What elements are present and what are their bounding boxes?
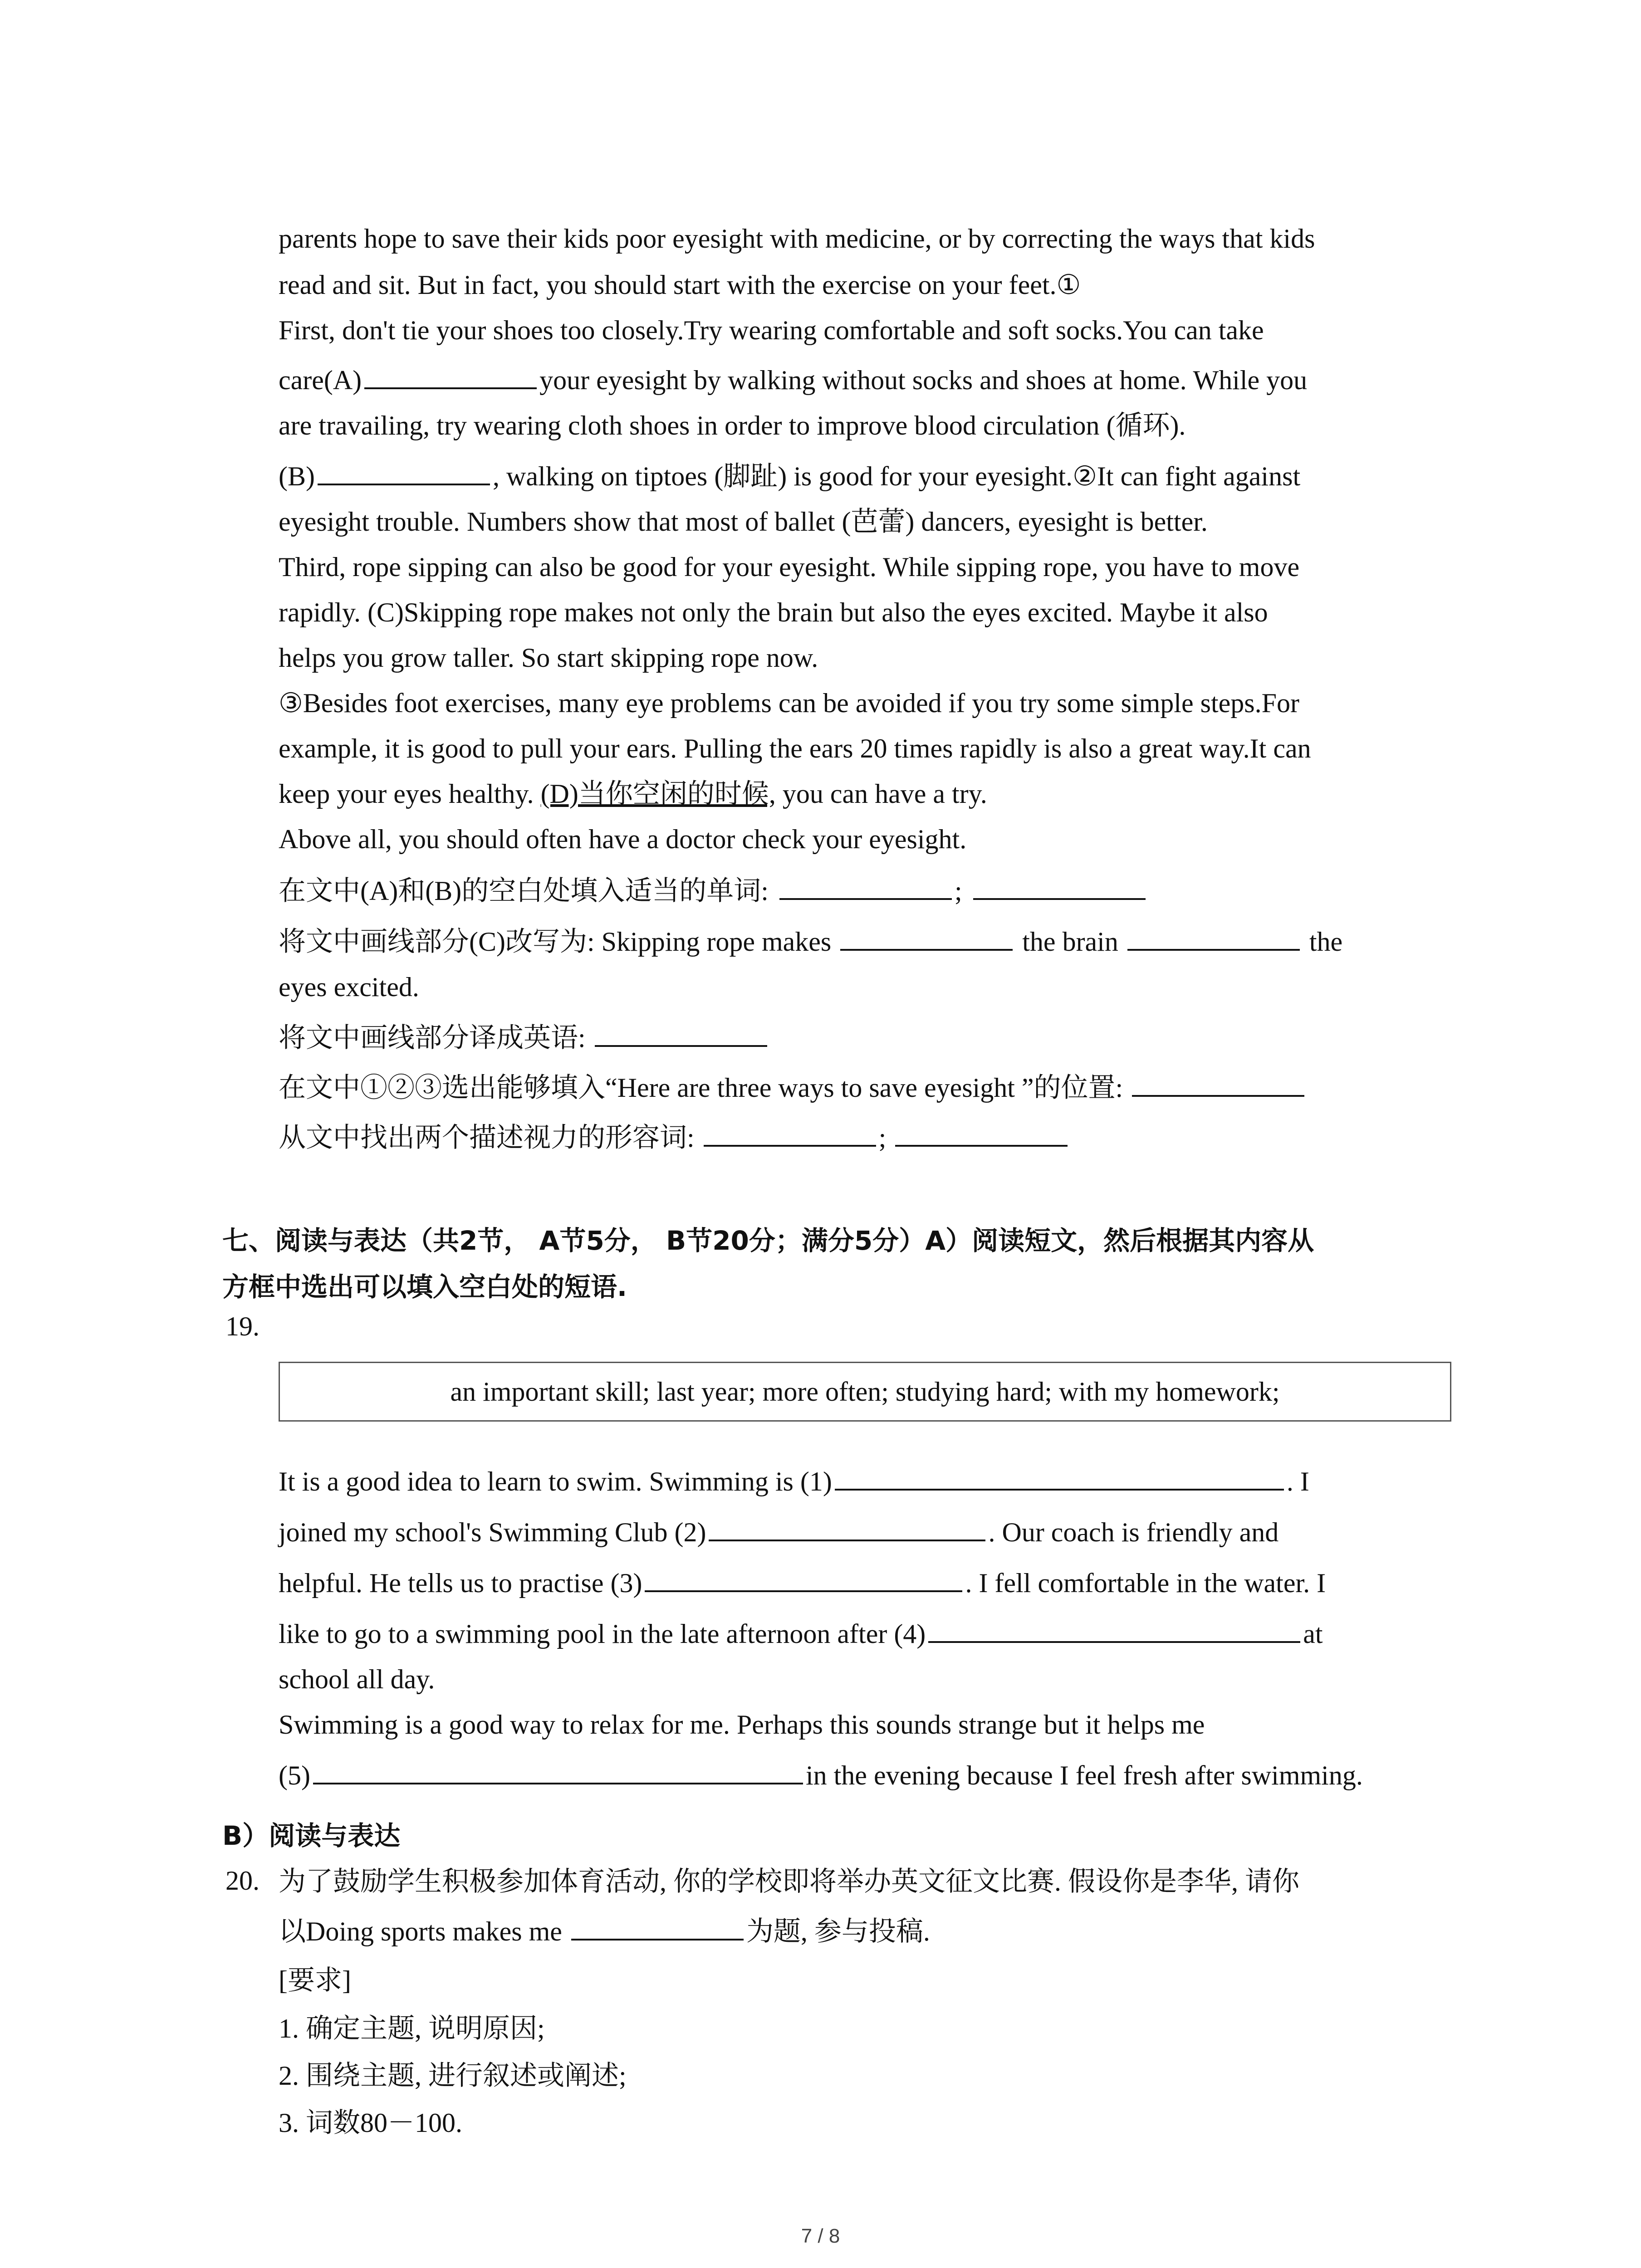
passage-line xyxy=(279,460,1300,493)
underlined-phrase-d: (D)当你空闲的时候, xyxy=(540,779,776,809)
cloze-text: It is a good idea to learn to swim. Swimming is (1) xyxy=(279,1466,832,1496)
cloze-text: . I fell comfortable in the water. I xyxy=(965,1568,1326,1598)
essay-prompt xyxy=(279,1915,930,1948)
requirement-item: 2. 围绕主题, 进行叙述或阐述; xyxy=(279,2061,627,2091)
cloze-blank-1[interactable] xyxy=(835,1467,1284,1491)
question-text: 从文中找出两个描述视力的形容词: xyxy=(279,1123,695,1153)
question-2-cont: eyes excited. xyxy=(279,972,419,1002)
answer-blank[interactable] xyxy=(973,876,1146,900)
phrase-box xyxy=(279,1362,1451,1422)
question-2 xyxy=(279,925,1342,958)
cloze-text: helpful. He tells us to practise (3) xyxy=(279,1568,642,1598)
separator: ; xyxy=(878,1123,887,1153)
blank-b[interactable] xyxy=(318,462,490,485)
essay-prompt: 为了鼓励学生积极参加体育活动, 你的学校即将举办英文征文比赛. 假设你是李华, 请你 xyxy=(279,1867,1299,1897)
requirements-label: [要求] xyxy=(279,1965,351,1995)
passage-line: read and sit. But in fact, you should start with the exercise on your feet.① xyxy=(279,270,1081,300)
answer-blank[interactable] xyxy=(840,927,1013,951)
answer-blank[interactable] xyxy=(704,1123,876,1147)
cloze-line xyxy=(279,1618,1323,1650)
question-5 xyxy=(279,1121,1070,1154)
cloze-blank-2[interactable] xyxy=(709,1518,985,1541)
cloze-text: joined my school's Swimming Club (2) xyxy=(279,1517,706,1547)
question-number: 20. xyxy=(225,1866,260,1896)
passage-line: rapidly. (C)Skipping rope makes not only the brain but also the eyes excited. Maybe it also xyxy=(279,597,1268,627)
answer-blank[interactable] xyxy=(1127,927,1300,951)
passage-line: example, it is good to pull your ears. Pulling the ears 20 times rapidly is also a great way.It can xyxy=(279,733,1311,763)
section-heading: 方框中选出可以填入空白处的短语. xyxy=(222,1271,627,1302)
cloze-line: school all day. xyxy=(279,1664,435,1694)
cloze-text: . Our coach is friendly and xyxy=(988,1517,1279,1547)
requirement-item: 3. 词数80－100. xyxy=(279,2108,462,2138)
cloze-text: at xyxy=(1303,1619,1323,1649)
passage-line: parents hope to save their kids poor eyesight with medicine, or by correcting the ways that kids xyxy=(279,224,1315,254)
cloze-line xyxy=(279,1567,1326,1599)
passage-text: keep your eyes healthy. xyxy=(279,779,534,809)
cloze-text: in the evening because I feel fresh after swimming. xyxy=(805,1760,1363,1790)
question-text: the brain xyxy=(1022,927,1118,957)
cloze-line xyxy=(279,1465,1309,1498)
question-3 xyxy=(279,1022,770,1054)
phrase-box-text: an important skill; last year; more often; studying hard; with my homework; xyxy=(450,1376,1280,1407)
blank-a[interactable] xyxy=(364,366,537,389)
question-text: the xyxy=(1309,927,1343,957)
question-text: 将文中画线部分(C)改写为: Skipping rope makes xyxy=(279,927,832,957)
answer-blank[interactable] xyxy=(595,1023,767,1047)
essay-text: 为题, 参与投稿. xyxy=(746,1916,930,1946)
requirement-item: 1. 确定主题, 说明原因; xyxy=(279,2014,545,2043)
passage-text: your eyesight by walking without socks and shoes at home. While you xyxy=(539,365,1308,395)
answer-blank[interactable] xyxy=(1132,1073,1304,1097)
passage-line: helps you grow taller. So start skipping rope now. xyxy=(279,643,818,673)
essay-text: 以Doing sports makes me xyxy=(279,1916,562,1946)
passage-line: eyesight trouble. Numbers show that most of ballet (芭蕾) dancers, eyesight is better. xyxy=(279,507,1208,537)
passage-text: (B) xyxy=(279,461,315,491)
cloze-blank-3[interactable] xyxy=(645,1569,962,1592)
cloze-blank-4[interactable] xyxy=(928,1619,1300,1643)
cloze-line xyxy=(279,1516,1279,1549)
question-text: 在文中①②③选出能够填入“Here are three ways to save eyesight ”的位置: xyxy=(279,1073,1123,1103)
passage-text: , walking on tiptoes (脚趾) is good for your eyesight.②It can fight against xyxy=(492,461,1301,491)
cloze-blank-5[interactable] xyxy=(313,1761,803,1784)
answer-blank[interactable] xyxy=(895,1123,1068,1147)
question-text: 将文中画线部分译成英语: xyxy=(279,1023,586,1053)
question-4 xyxy=(279,1071,1307,1104)
question-1 xyxy=(279,875,1148,907)
passage-line: are travailing, try wearing cloth shoes in order to improve blood circulation (循环). xyxy=(279,411,1186,440)
cloze-line xyxy=(279,1759,1363,1792)
separator: ; xyxy=(954,876,962,906)
section-heading: 七、阅读与表达（共2节， A节5分， B节20分；满分5分）A）阅读短文，然后根据其内容从 xyxy=(222,1225,1314,1256)
cloze-text: like to go to a swimming pool in the late afternoon after (4) xyxy=(279,1619,926,1649)
passage-text: you can have a try. xyxy=(782,779,987,809)
passage-line xyxy=(279,364,1307,396)
passage-line: Third, rope sipping can also be good for your eyesight. While sipping rope, you have to move xyxy=(279,552,1300,582)
answer-blank[interactable] xyxy=(779,876,952,900)
cloze-line: Swimming is a good way to relax for me. Perhaps this sounds strange but it helps me xyxy=(279,1710,1205,1740)
passage-text: care(A) xyxy=(279,365,362,395)
passage-line: ③Besides foot exercises, many eye problems can be avoided if you try some simple steps.For xyxy=(279,688,1299,718)
question-text: 在文中(A)和(B)的空白处填入适当的单词: xyxy=(279,876,769,906)
page-number: 7 / 8 xyxy=(801,2225,840,2247)
section-heading: B）阅读与表达 xyxy=(222,1820,401,1851)
passage-line xyxy=(279,777,987,810)
cloze-text: (5) xyxy=(279,1760,310,1790)
passage-line: Above all, you should often have a doctor check your eyesight. xyxy=(279,824,967,854)
cloze-text: . I xyxy=(1286,1466,1309,1496)
question-number: 19. xyxy=(225,1311,260,1341)
title-blank[interactable] xyxy=(571,1917,744,1941)
passage-line: First, don't tie your shoes too closely.Try wearing comfortable and soft socks.You can take xyxy=(279,315,1264,345)
